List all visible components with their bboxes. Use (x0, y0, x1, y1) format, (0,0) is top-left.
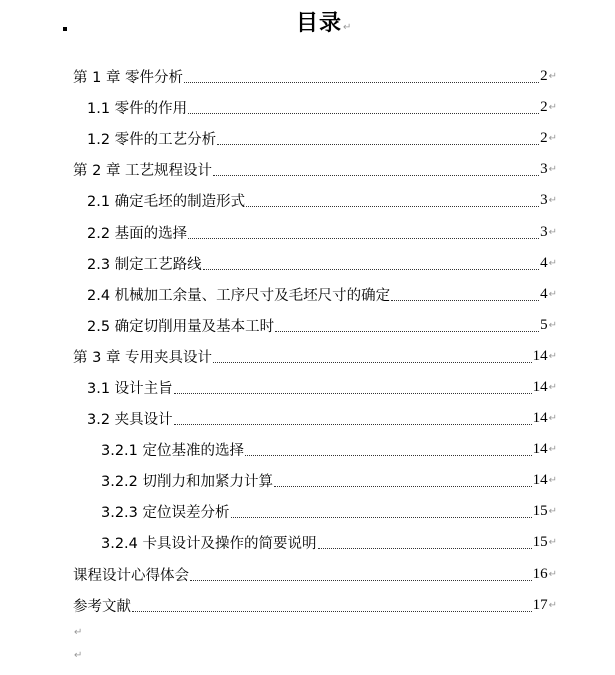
paragraph-mark-icon: ↵ (74, 626, 83, 638)
toc-page-number: 14 (532, 347, 548, 364)
page-title (296, 6, 352, 37)
toc-entry-label: 3.2 夹具设计 (87, 412, 173, 429)
dot-leader (246, 206, 539, 207)
toc-entry-label: 2.1 确定毛坯的制造形式 (87, 194, 246, 211)
toc-entry[interactable] (73, 279, 557, 310)
paragraph-mark-icon: ↵ (548, 537, 557, 549)
toc-entry-label: 2.2 基面的选择 (87, 225, 188, 242)
toc-entry[interactable] (73, 61, 557, 92)
paragraph-mark-icon: ↵ (548, 257, 557, 269)
paragraph-mark-icon: ↵ (548, 350, 557, 362)
title-text: 目录 (296, 11, 343, 36)
empty-paragraph (73, 644, 557, 667)
toc-entry[interactable] (73, 154, 557, 185)
dot-leader (318, 548, 532, 549)
paragraph-mark-icon: ↵ (548, 164, 557, 176)
toc-entry-label: 3.1 设计主旨 (87, 380, 173, 397)
empty-paragraph (73, 621, 557, 644)
paragraph-mark-icon: ↵ (548, 599, 557, 611)
dot-leader (174, 424, 532, 425)
dot-leader (188, 113, 539, 114)
toc-entry-label: 1.1 零件的作用 (87, 101, 188, 118)
toc-page-number: 4 (540, 285, 548, 302)
toc-entry[interactable] (73, 123, 557, 154)
toc-entry[interactable] (73, 310, 557, 341)
toc-page-number: 3 (540, 161, 548, 178)
toc-entry-label: 第 1 章 零件分析 (73, 70, 184, 87)
paragraph-mark-icon: ↵ (548, 195, 557, 207)
dot-leader (391, 300, 539, 301)
toc-entry[interactable] (73, 92, 557, 123)
paragraph-mark-icon: ↵ (548, 319, 557, 331)
toc-page-number: 14 (532, 378, 548, 395)
paragraph-mark-icon: ↵ (548, 102, 557, 114)
toc-entry-label: 第 3 章 专用夹具设计 (73, 349, 213, 366)
paragraph-mark-icon: ↵ (548, 444, 557, 456)
paragraph-mark-icon: ↵ (548, 413, 557, 425)
toc-entry[interactable] (73, 248, 557, 279)
toc-entry-label: 参考文献 (73, 598, 131, 615)
toc-page-number: 17 (532, 596, 548, 613)
toc-entry[interactable] (73, 465, 557, 496)
dot-leader (184, 82, 539, 83)
toc-page-number: 14 (532, 410, 548, 427)
paragraph-mark-icon: ↵ (548, 475, 557, 487)
toc-entry[interactable] (73, 434, 557, 465)
paragraph-mark-icon: ↵ (548, 133, 557, 145)
toc-entry[interactable] (73, 185, 557, 216)
toc-page-number: 3 (540, 223, 548, 240)
dot-leader (188, 238, 539, 239)
toc-entry-label: 2.3 制定工艺路线 (87, 256, 202, 273)
dot-leader (231, 517, 532, 518)
toc-page-number: 3 (540, 192, 548, 209)
paragraph-mark-icon: ↵ (548, 381, 557, 393)
toc-entry-label: 3.2.4 卡具设计及操作的简要说明 (101, 536, 317, 553)
toc-entry-label: 第 2 章 工艺规程设计 (73, 163, 213, 180)
toc-entry-label: 1.2 零件的工艺分析 (87, 132, 217, 149)
toc-page-number: 4 (540, 254, 548, 271)
toc-page-number: 16 (532, 565, 548, 582)
dot-leader (274, 486, 532, 487)
table-of-contents (73, 61, 557, 667)
dot-leader (275, 331, 539, 332)
toc-entry[interactable] (73, 403, 557, 434)
toc-page-number: 14 (532, 472, 548, 489)
toc-entry[interactable] (73, 372, 557, 403)
toc-entry-label: 3.2.3 定位误差分析 (101, 505, 230, 522)
dot-leader (132, 611, 532, 612)
toc-entry-label: 3.2.1 定位基准的选择 (101, 443, 245, 460)
dot-leader (245, 455, 532, 456)
toc-entry[interactable] (73, 216, 557, 247)
paragraph-mark-icon: ↵ (548, 568, 557, 580)
toc-entry-label: 2.4 机械加工余量、工序尺寸及毛坯尺寸的确定 (87, 287, 391, 304)
paragraph-mark-icon: ↵ (548, 288, 557, 300)
dot-leader (203, 269, 539, 270)
toc-entry[interactable] (73, 559, 557, 590)
paragraph-mark-icon: ↵ (343, 22, 353, 33)
dot-leader (213, 175, 539, 176)
toc-entry[interactable] (73, 527, 557, 558)
toc-page-number: 2 (540, 68, 548, 85)
paragraph-mark-icon: ↵ (548, 71, 557, 83)
toc-entry-label: 课程设计心得体会 (73, 567, 189, 584)
paragraph-mark-icon: ↵ (74, 649, 83, 661)
dot-leader (190, 580, 532, 581)
toc-entry[interactable] (73, 341, 557, 372)
toc-page-number: 2 (540, 130, 548, 147)
paragraph-mark-icon: ↵ (548, 226, 557, 238)
toc-entry-label: 3.2.2 切削力和加紧力计算 (101, 474, 274, 491)
toc-entry[interactable] (73, 496, 557, 527)
dot-leader (217, 144, 539, 145)
paragraph-mark-icon: ↵ (548, 506, 557, 518)
toc-entry[interactable] (73, 590, 557, 621)
toc-page-number: 14 (532, 441, 548, 458)
toc-entry-label: 2.5 确定切削用量及基本工时 (87, 318, 275, 335)
dot-leader (174, 393, 532, 394)
toc-page-number: 15 (532, 503, 548, 520)
list-bullet (63, 27, 67, 31)
toc-page-number: 5 (540, 316, 548, 333)
toc-page-number: 2 (540, 99, 548, 116)
dot-leader (213, 362, 532, 363)
toc-page-number: 15 (532, 534, 548, 551)
